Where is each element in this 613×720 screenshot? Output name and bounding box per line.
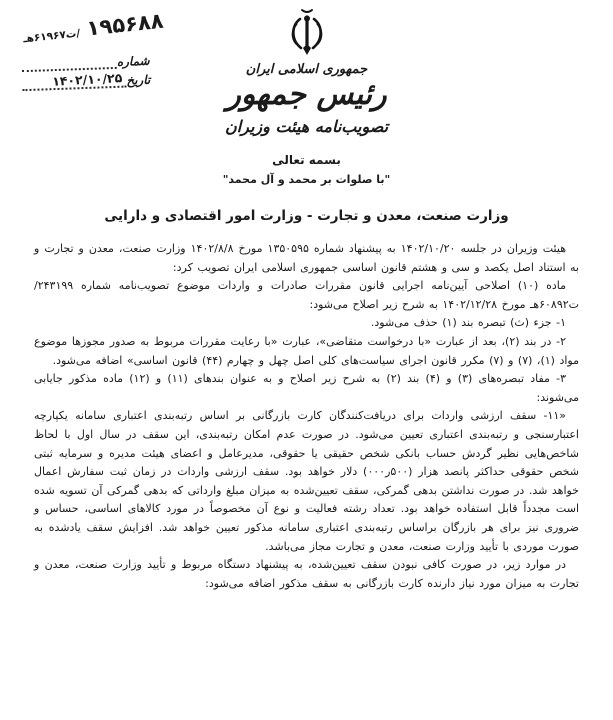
addressee-heading: وزارت صنعت، معدن و تجارت - وزارت امور اقتصادی و دارایی bbox=[104, 208, 509, 224]
document-content bbox=[34, 153, 579, 593]
decree-body bbox=[34, 240, 579, 593]
intro-paragraph: هیئت وزیران در جلسه ۱۴۰۲/۱۰/۲۰ به پیشنهاد شماره ۱۳۵۰۵۹۵ مورخ ۱۴۰۲/۸/۸ وزارت صنعت، معدن و تجارت و به استناد اصل یکصد و سی و هشتم قانون اساسی جمهوری اسلامی ایران تصویب کرد: bbox=[34, 242, 579, 274]
handwritten-date: ۱۴۰۲/۱۰/۲۵ bbox=[51, 70, 123, 89]
item-3-paragraph: ۳- مفاد تبصره‌های (۳) و (۴) بند (۲) به شرح زیر اصلاح و به عنوان بندهای (۱۱) و (۱۲) ماده مذکور جایابی می‌شوند: bbox=[34, 372, 579, 404]
item-1-paragraph: ۱- جزء (ث) تبصره بند (۱) حذف می‌شود. bbox=[370, 316, 566, 330]
number-label: شماره bbox=[116, 53, 150, 69]
article-10-paragraph: ماده (۱۰) اصلاحی آیین‌نامه اجرایی قانون مقررات صادرات و واردات موضوع تصویب‌نامه شماره ۲۴۳۱۹۹/ت۶۰۸۹۲هـ مورخ ۱۴۰۲/۱۲/۲۸ به شرح زیر اصلاح می‌شود: bbox=[34, 279, 579, 311]
salawat-line: "با صلوات بر محمد و آل محمد" bbox=[222, 173, 391, 186]
iran-emblem-icon bbox=[287, 6, 327, 56]
handwritten-ref-number: ۱۹۵۶۸۸ bbox=[85, 8, 165, 41]
president-title: رئیس جمهور bbox=[226, 77, 387, 112]
clause-11-paragraph: «۱۱- سقف ارزشی واردات برای دریافت‌کنندگان کارت بازرگانی بر اساس رتبه‌بندی اعتباری سامانه یکپارچه اعتبارسنجی و رتبه‌بندی اعتباری تعیین می‌شود. در صورت عدم امکان رتبه‌بندی، این سقف در سال اول با لحاظ شاخص‌هایی نظیر گردش حساب بانکی شخص حقیقی یا حقوقی، مدیرعامل و اعضای هیئت مدیره و سرمایه ثبتی شخص حقوقی حداکثر پانصد هزار (۵۰۰ر۰۰۰) دلار خواهد بود. سقف ارزشی واردات در زمان ثبت سفارش اعمال خواهد شد. در صورت نداشتن بدهی گمرکی، سقف تعیین‌شده به میزان مبلغ وارداتی که بدهی گمرکی آن تسویه شده است مجدداً قابل استفاده خواهد بود. تعداد رشته فعالیت و نوع آن مخصوصاً در مورد کالاهای اساسی، حساس و ضروری نیز برای هر بازرگان براساس رتبه‌بندی اعتباری سامانه مذکور تعیین خواهد شد. افزایش سقف یادشده به صورت موردی با تأیید وزارت صنعت، معدن و تجارت مجاز می‌باشد. bbox=[34, 409, 579, 553]
letterhead-center bbox=[0, 6, 613, 136]
closing-paragraph: در موارد زیر، در صورت کافی نبودن سقف تعیین‌شده، به پیشنهاد دستگاه مربوط و تأیید وزارت صنعت، معدن و تجارت به میزان مورد نیاز دارنده کارت بازرگانی به سقف مذکور اضافه می‌شود: bbox=[34, 558, 579, 590]
handwritten-ref-suffix: /ت۶۱۹۶۷هـ bbox=[22, 27, 81, 46]
republic-title: جمهوری اسلامی ایران bbox=[245, 62, 368, 77]
basmala: بسمه تعالی bbox=[272, 153, 341, 167]
date-label: تاریخ bbox=[126, 72, 151, 88]
document-type-title: تصویب‌نامه هیئت وزیران bbox=[224, 117, 389, 136]
item-2-paragraph: ۲- در بند (۲)، بعد از عبارت «با درخواست متقاضی»، عبارت «با رعایت مقررات مربوط به صدور مجوزها موضوع مواد (۱)، (۷) و (۷) مکرر قانون اجرای سیاست‌های کلی اصل چهل و چهارم (۴۴) قانون اساسی» اضافه می‌شود. bbox=[34, 334, 579, 367]
